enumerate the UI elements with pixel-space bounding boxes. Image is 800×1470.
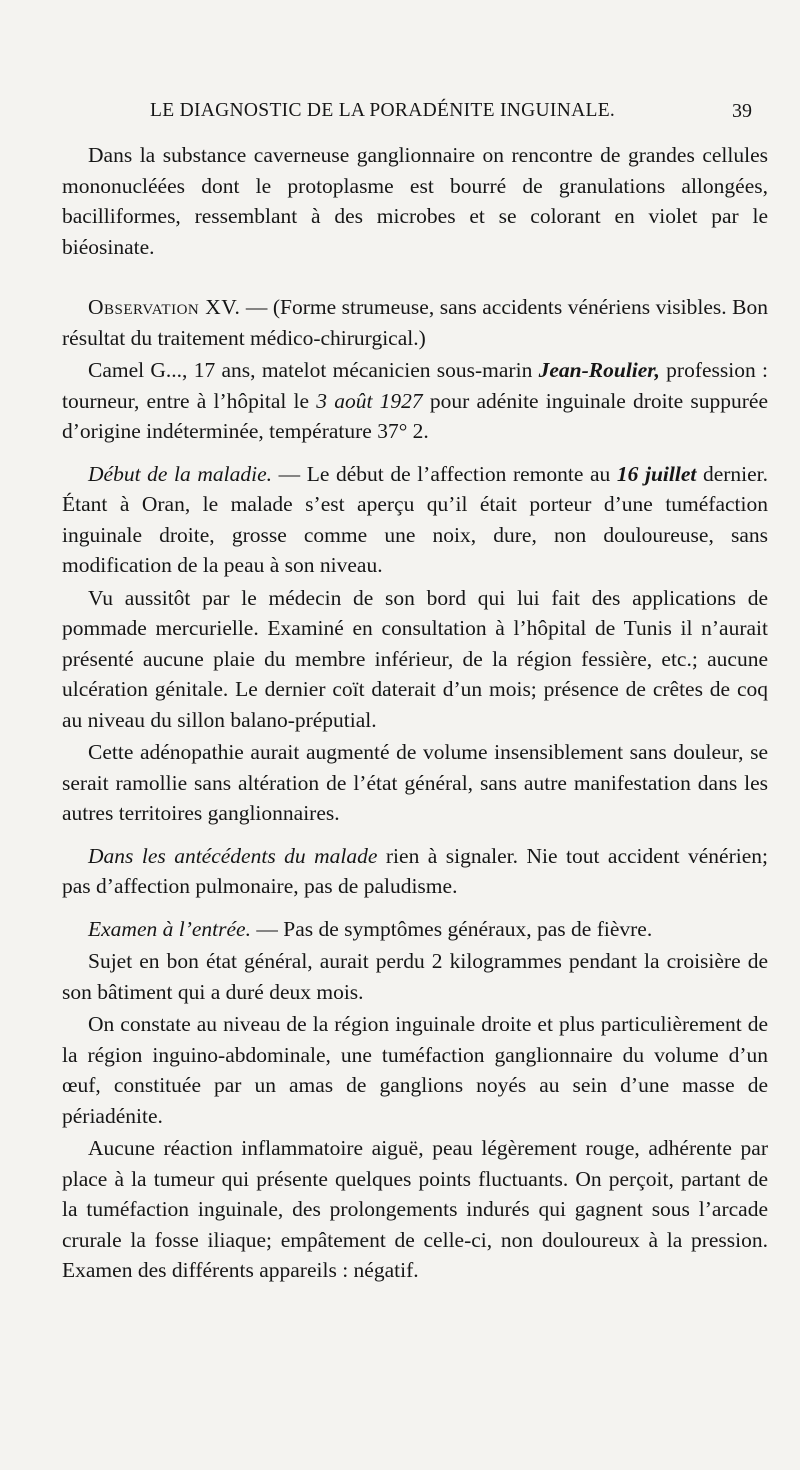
paragraph-onset xyxy=(62,459,768,581)
paragraph-treatment: Vu aussitôt par le médecin de son bord qui lui fait des applications de pommade mercurielle. Examiné en consultation à l’hôpital de Tunis il n’aurait présenté aucune plaie du membre inférieur, de la région fessière, etc.; aucune ulcération génitale. Le dernier coït daterait d’un mois; présence de crêtes de coq au niveau du sillon balano-préputial. xyxy=(62,585,768,732)
onset-text-2: dernier. Étant à Oran, le malade s’est aperçu qu’il était porteur d’une tuméfaction inguinale droite, grosse comme une noix, dure, non douloureuse, sans modification de la peau à son niveau. xyxy=(62,461,769,577)
paragraph-cytology: Dans la substance caverneuse ganglionnaire on rencontre de grandes cellules mononucléées dont le protoplasme est bourré de granulations allongées, bacilliformes, ressemblant à des microbes et se colorant en violet par le biéosinate. xyxy=(62,143,768,259)
history-label: Dans les antécédents du malade xyxy=(88,843,378,868)
exam-text: — Pas de symptômes généraux, pas de fièvre. xyxy=(250,916,653,941)
paragraph-findings: On constate au niveau de la région inguinale droite et plus particulièrement de la région inguino-abdominale, une tuméfaction ganglionnaire du volume d’un œuf, constituée par un amas de ganglions noyés au sein d’une masse de périadénite. xyxy=(62,1012,768,1128)
paragraph-evolution: Cette adénopathie aurait augmenté de volume insensiblement sans douleur, se serait ramollie sans altération de l’état général, sans autre manifestation dans les autres territoires ganglionnaires. xyxy=(62,740,768,825)
observation-label: Observation XV. xyxy=(88,295,241,319)
onset-label: Début de la maladie. xyxy=(88,461,272,486)
paragraph-patient xyxy=(62,355,768,447)
exam-label: Examen à l’entrée. xyxy=(88,916,251,941)
page-body xyxy=(62,140,768,1286)
history-text: rien à signaler. Nie tout accident vénérien; pas d’affection pulmonaire, pas de paludisme. xyxy=(62,843,768,898)
patient-text-1: Camel G..., 17 ans, matelot mécanicien sous-marin xyxy=(88,358,539,382)
paragraph-history xyxy=(62,841,768,902)
patient-text-3: pour adénite inguinale droite suppurée d’origine indéterminée, température 37° 2. xyxy=(62,388,768,443)
observation-heading xyxy=(62,292,768,353)
paragraph-inflammation: Aucune réaction inflammatoire aiguë, peau légèrement rouge, adhérente par place à la tumeur qui présente quelques points fluctuants. On perçoit, partant de la tuméfaction inguinale, des prolongements indurés qui gagnent sous l’arcade crurale la fosse iliaque; empâtement de celle-ci, non douloureux à la pression. Examen des différents appareils : négatif. xyxy=(62,1136,768,1282)
paragraph-exam-heading xyxy=(62,914,768,945)
observation-description: — (Forme strumeuse, sans accidents vénériens visibles. Bon résultat du traitement médico-chirurgical.) xyxy=(62,295,768,350)
paragraph-general-state: Sujet en bon état général, aurait perdu 2 kilogrammes pendant la croisière de son bâtiment qui a duré deux mois. xyxy=(62,949,768,1004)
onset-date: 16 juillet xyxy=(616,461,697,486)
patient-text-2: profession : tourneur, entre à l’hôpital le xyxy=(62,358,768,413)
onset-text-1: — Le début de l’affection remonte au xyxy=(272,461,617,486)
running-header: LE DIAGNOSTIC DE LA PORADÉNITE INGUINALE. xyxy=(150,100,616,121)
admission-date: 3 août 1927 xyxy=(316,388,423,413)
page-number: 39 xyxy=(732,100,752,122)
ship-name: Jean-Roulier, xyxy=(538,358,660,382)
